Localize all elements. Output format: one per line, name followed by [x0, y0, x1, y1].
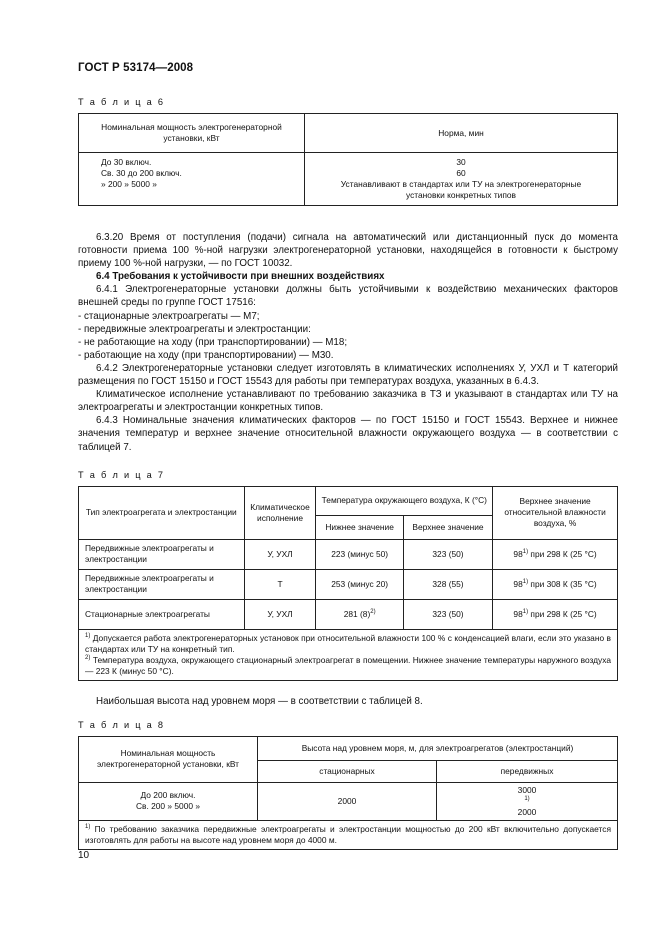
table7-header-humidity: Верхнее значение относительной влажности воздуха, % [493, 486, 618, 539]
table-row [79, 782, 618, 820]
paragraph-6-4-1: 6.4.1 Электрогенераторные установки должны быть устойчивыми к воздействию механических факторов внешней среды по группе ГОСТ 17516: [78, 284, 618, 309]
table7-header-high: Верхнее значение [403, 515, 492, 539]
table7-type-cell: Стационарные электроагрегаты [79, 599, 245, 629]
table8-mobile-cell: 3000 $^{1)}$ 2000 [437, 782, 618, 820]
list-item: - стационарные электроагрегаты — М7; [78, 310, 260, 322]
table7 [78, 486, 618, 681]
table8-power-cell: До 200 включ. Св. 200 » 5000 » [79, 782, 258, 820]
table8-header-stationary: стационарных [258, 760, 437, 782]
table7-climate-cell: У, УХЛ [244, 599, 316, 629]
table7-note-2: $^{2)}$ Температура воздуха, окружающего стационарный электроагрегат в помещении. Нижнее значение температуры наружного воздуха — 223 К (минус 50 °С). [85, 654, 611, 676]
table8-notes: $^{1)}$ По требованию заказчика передвижные электроагрегаты и электростанции мощностью до 200 кВт включительно допускается изготовлять для работы на высоте над уровнем моря до 4000 м. [79, 820, 618, 849]
table7-type-cell: Передвижные электроагрегаты и электростанции [79, 569, 245, 599]
table7-low-cell: 253 (минус 20) [316, 569, 403, 599]
list-item: - передвижные электроагрегаты и электростанции: [78, 323, 311, 335]
body-text-block [78, 231, 618, 454]
page-number: 10 [78, 850, 90, 861]
table7-low-cell: 223 (минус 50) [316, 539, 403, 569]
table6-header-power: Номинальная мощность электрогенераторной установки, кВт [79, 114, 305, 153]
table-row [79, 599, 618, 629]
table7-low-cell: 281 $(8)^{2)}$ [316, 599, 403, 629]
paragraph-6-3-20: 6.3.20 Время от поступления (подачи) сигнала на автоматический или дистанционный пуск до момента готовности приема 100 %-ной нагрузки электрогенераторной установки, находящейся в готовности к быстрому приему 100 %-ной нагрузки, — по ГОСТ 10032. [78, 232, 618, 270]
document-page [78, 62, 618, 850]
table6-power-cell: До 30 включ. Св. 30 до 200 включ. » 200 » 5000 » [79, 153, 305, 206]
table7-note-1: $^{1)}$ Допускается работа электрогенераторных установок при относительной влажности 100 % с конденсацией влаги, если это указано в стандартах или ТУ на конкретный тип. [85, 632, 611, 654]
table7-high-cell: 323 (50) [403, 599, 492, 629]
table6-norm-cell: 30 60 Устанавливают в стандартах или ТУ на электрогенераторные установки конкретных типов [305, 153, 618, 206]
table6-header-norm: Норма, мин [305, 114, 618, 153]
table-row [79, 539, 618, 569]
table8-stationary-cell: 2000 [258, 782, 437, 820]
table8-header-altitude: Высота над уровнем моря, м, для электроагрегатов (электростанций) [258, 736, 618, 760]
table6-caption: Т а б л и ц а 6 [78, 97, 165, 107]
table7-high-cell: 323 (50) [403, 539, 492, 569]
table7-climate-cell: У, УХЛ [244, 539, 316, 569]
table7-header-climate: Климатическое исполнение [244, 486, 316, 539]
table7-header-type: Тип электроагрегата и электростанции [79, 486, 245, 539]
paragraph-altitude: Наибольшая высота над уровнем моря — в соответствии с таблицей 8. [96, 695, 423, 707]
paragraph-6-4-2: 6.4.2 Электрогенераторные установки следует изготовлять в климатических исполнениях У, УХЛ и Т категорий размещения по ГОСТ 15150 и ГОСТ 15543 для работы при температурах воздуха, указанных в 6.4.3. [78, 362, 618, 388]
table8 [78, 736, 618, 850]
table7-humidity-cell: 98$^{1)}$ при 298 К (25 °С) [493, 599, 618, 629]
table8-caption: Т а б л и ц а 8 [78, 719, 165, 730]
table8-header-power: Номинальная мощность электрогенераторной установки, кВт [79, 736, 258, 782]
table7-notes [79, 629, 618, 680]
table8-header-mobile: передвижных [437, 760, 618, 782]
table7-header-temp: Температура окружающего воздуха, К (°С) [316, 486, 493, 515]
table7-header-low: Нижнее значение [316, 515, 403, 539]
paragraph-6-4-2-b: Климатическое исполнение устанавливают по требованию заказчика в ТЗ и указывают в стандартах или ТУ на электроагрегаты и электростанции конкретных типов. [78, 389, 618, 414]
table7-caption: Т а б л и ц а 7 [78, 469, 165, 480]
table7-type-cell: Передвижные электроагрегаты и электростанции [79, 539, 245, 569]
document-header: ГОСТ Р 53174—2008 [78, 62, 194, 74]
list-item: - работающие на ходу (при транспортировании) — М30. [78, 349, 334, 361]
table7-climate-cell: Т [244, 569, 316, 599]
table7-humidity-cell: 98$^{1)}$ при 298 К (25 °С) [493, 539, 618, 569]
altitude-paragraph-block [78, 695, 618, 708]
table7-high-cell: 328 (55) [403, 569, 492, 599]
table7-humidity-cell: 98$^{1)}$ при 308 К (35 °С) [493, 569, 618, 599]
section-6-4-heading: 6.4 Требования к устойчивости при внешних воздействиях [96, 271, 385, 283]
paragraph-6-4-3: 6.4.3 Номинальные значения климатических факторов — по ГОСТ 15150 и ГОСТ 15543. Верхнее и нижнее значения температур и верхнее значение относительной влажности окружающего воздуха — в соответствии с таблицей 7. [78, 415, 618, 453]
list-item: - не работающие на ходу (при транспортировании) — М18; [78, 336, 348, 348]
table-row [79, 569, 618, 599]
table6 [78, 113, 618, 206]
